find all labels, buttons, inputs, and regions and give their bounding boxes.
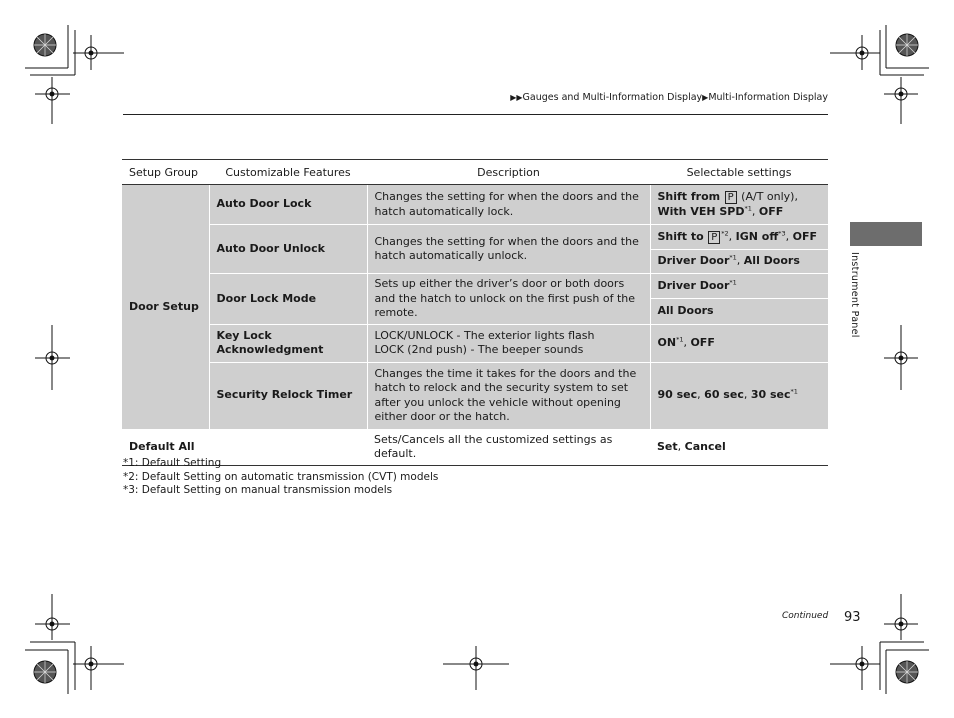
group-default-all: Default All [122, 429, 367, 465]
settings-key-lock-ack: ON$^{*1}$, OFF [650, 324, 828, 362]
table-row [122, 362, 828, 429]
footnote: *1: Default Setting [123, 457, 222, 469]
settings-door-lock-mode-2: All Doors [650, 299, 828, 324]
park-p-icon: P [708, 231, 720, 244]
breadcrumb-page[interactable]: Multi-Information Display [708, 92, 828, 103]
footnote: *3: Default Setting on manual transmission models [123, 484, 393, 497]
settings-auto-door-unlock-2: Driver Door$^{*1}$, All Doors [650, 250, 828, 274]
breadcrumb-arrow-icon: ▶ [702, 93, 709, 102]
section-tab [850, 222, 922, 246]
breadcrumb-section[interactable]: Gauges and Multi-Information Display [522, 92, 703, 103]
feature-key-lock-ack: Key Lock Acknowledgment [209, 324, 367, 362]
breadcrumb-arrow-icon: ▶▶ [510, 93, 523, 102]
header-description: Description [367, 160, 650, 185]
header-setup-group: Setup Group [122, 160, 209, 185]
group-door-setup: Door Setup [122, 185, 209, 430]
settings-default-all: Set, Cancel [650, 429, 828, 465]
table-row [122, 274, 828, 299]
desc-auto-door-unlock: Changes the setting for when the doors and the hatch automatically unlock. [367, 225, 650, 274]
feature-auto-door-lock: Auto Door Lock [209, 185, 367, 225]
table-row [122, 225, 828, 250]
park-p-icon: P [725, 191, 737, 204]
footnote: *2: Default Setting on automatic transmission (CVT) models [123, 470, 439, 483]
settings-auto-door-unlock-1: Shift to P $^{*2}$, IGN off$^{*3}$, OFF [650, 225, 828, 250]
desc-door-lock-mode: Sets up either the driver’s door or both doors and the hatch to unlock on the first push of the remote. [367, 274, 650, 325]
settings-door-lock-mode-1: Driver Door$^{*1}$ [650, 274, 828, 299]
header-rule [123, 114, 828, 115]
table-row [122, 324, 828, 362]
header-features: Customizable Features [209, 160, 367, 185]
desc-key-lock-ack: LOCK/UNLOCK - The exterior lights flash LOCK (2nd push) - The beeper sounds [367, 324, 650, 362]
desc-security-relock: Changes the time it takes for the doors and the hatch to relock and the security system to set after you unlock the vehicle without opening either door or the hatch. [367, 362, 650, 429]
settings-security-relock: 90 sec, 60 sec, 30 $\sec^{*1}$ [650, 362, 828, 429]
continued-label: Continued [782, 611, 829, 621]
header-settings: Selectable settings [650, 160, 828, 185]
breadcrumb [480, 92, 828, 103]
feature-security-relock: Security Relock Timer [209, 362, 367, 429]
desc-default-all: Sets/Cancels all the customized settings as default. [367, 429, 650, 465]
section-tab-label: Instrument Panel [849, 252, 860, 338]
settings-auto-door-lock: Shift from P (A/T only), With VEH SPD$^{*1}$, OFF [650, 185, 828, 225]
table-row [122, 185, 828, 225]
feature-auto-door-unlock: Auto Door Unlock [209, 225, 367, 274]
table-header-row [122, 160, 828, 185]
feature-door-lock-mode: Door Lock Mode [209, 274, 367, 325]
page-number: 93 [844, 610, 861, 625]
desc-auto-door-lock: Changes the setting for when the doors and the hatch automatically lock. [367, 185, 650, 225]
footnotes [123, 457, 438, 498]
customization-table [122, 159, 828, 466]
